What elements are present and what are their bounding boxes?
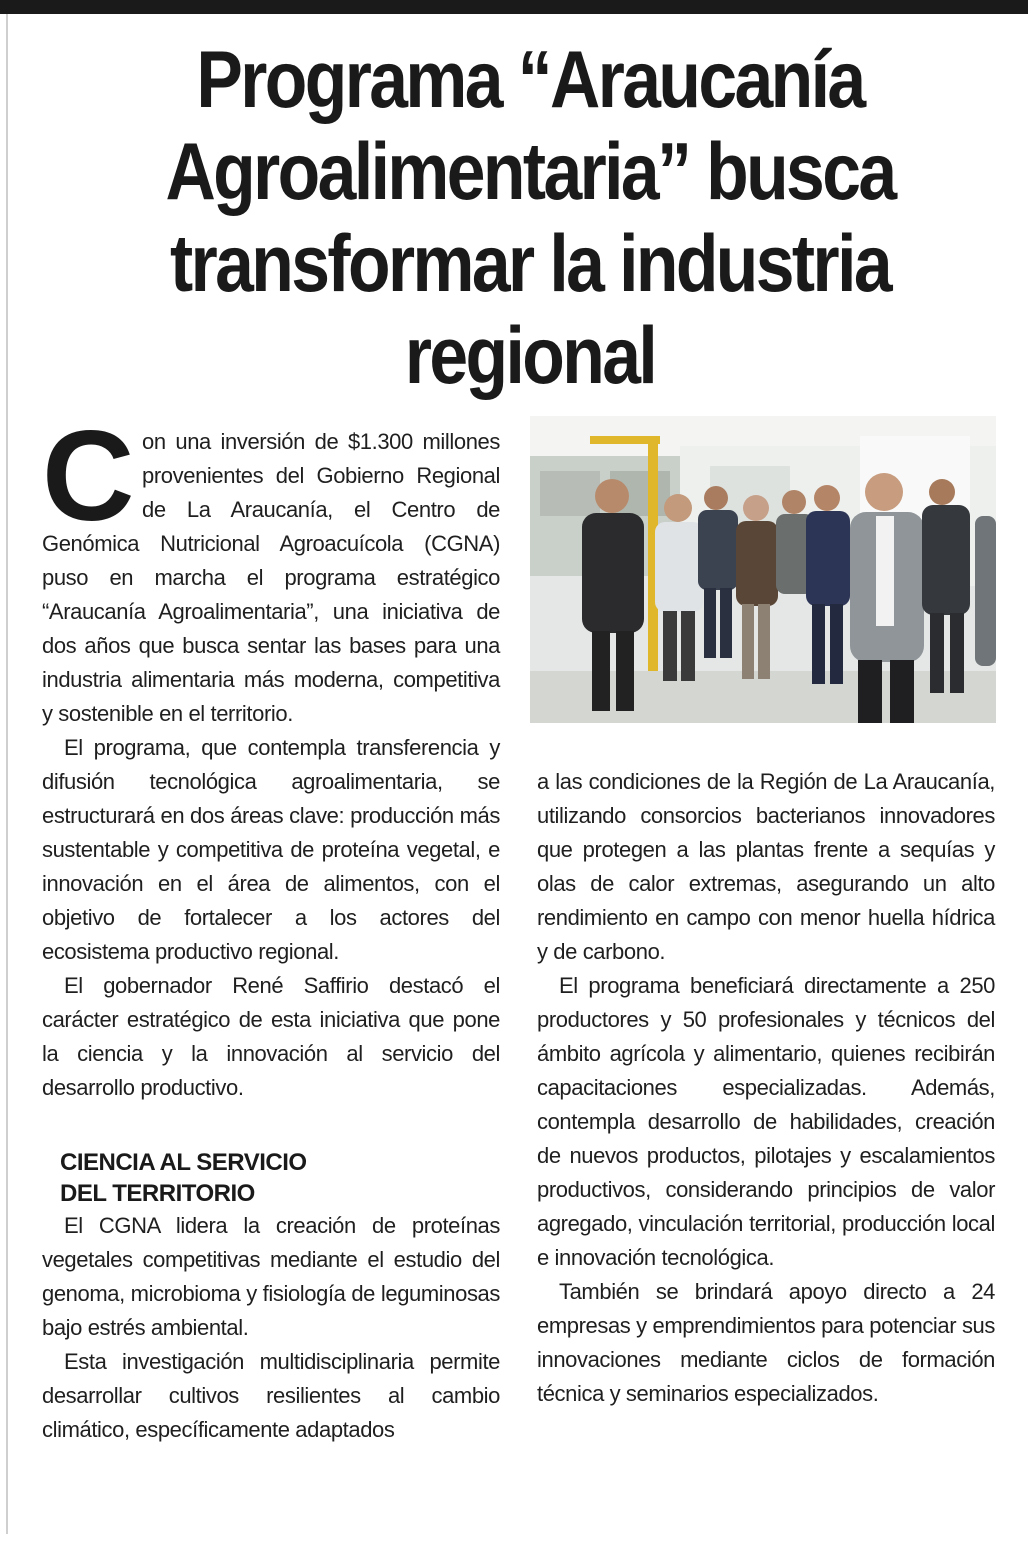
drop-cap: C xyxy=(42,405,135,548)
intro-text: on una inversión de $1.300 millones provenientes del Gobierno Regional de La Araucanía, el Centro de Genómica Nutricional Agroacuícola (CGNA) puso en marcha el programa estratégico “Araucanía Agroalimentaria”, una iniciativa de dos años que busca sentar las bases para una industria alimentaria más moderna, competitiva y sostenible en el territorio. xyxy=(42,429,500,726)
paragraph-beneficiaries: El programa beneficiará directamente a 250 productores y 50 profesionales y técnicos del ámbito agrícola y alimentario, quienes recibirán capacitaciones especializadas. Además, contempla desarrollo de habilidades, creación de nuevos productos, pilotajes y escalamientos productivos, considerando principios de valor agregado, vinculación territorial, producción local e innovación tecnológica. xyxy=(537,973,995,1270)
subheading-line-1: CIENCIA AL SERVICIO xyxy=(60,1149,307,1176)
left-border-rule xyxy=(6,14,8,1534)
headline xyxy=(100,34,960,402)
left-column xyxy=(42,405,500,1447)
paragraph-cgna: El CGNA lidera la creación de proteínas vegetales competitivas mediante el estudio del genoma, microbioma y fisiología de leguminosas bajo estrés ambiental. xyxy=(42,1213,500,1340)
paragraph-support: También se brindará apoyo directo a 24 empresas y emprendimientos para potenciar sus innovaciones mediante ciclos de formación técnica y seminarios especializados. xyxy=(537,1279,995,1406)
section-subheading xyxy=(42,1147,500,1209)
subheading-line-2: DEL TERRITORIO xyxy=(60,1180,255,1207)
paragraph-research: Esta investigación multidisciplinaria permite desarrollar cultivos resilientes al cambio climático, específicamente adaptados xyxy=(42,1349,500,1442)
headline-line-4: regional xyxy=(404,311,656,401)
headline-line-1: Programa “Araucanía xyxy=(196,35,864,125)
paragraph-program: El programa, que contempla transferencia y difusión tecnológica agroalimentaria, se estructurará en dos áreas clave: producción más sustentable y competitiva de proteína vegetal, e innovación en el área de alimentos, con el objetivo de fortalecer a los actores del ecosistema productivo regional. xyxy=(42,735,500,964)
article-photo xyxy=(530,416,996,723)
photo-illustration xyxy=(530,416,996,723)
paragraph-conditions: a las condiciones de la Región de La Araucanía, utilizando consorcios bacterianos innovadores que protegen a las plantas frente a sequías y olas de calor extremas, asegurando un alto rendimiento en campo con menor huella hídrica y de carbono. xyxy=(537,769,995,964)
right-column xyxy=(537,765,995,1411)
paragraph-intro xyxy=(42,405,500,731)
headline-line-3: transformar la industria xyxy=(169,219,891,309)
paragraph-governor: El gobernador René Saffirio destacó el carácter estratégico de esta iniciativa que pone la ciencia y la innovación al servicio del desarrollo productivo. xyxy=(42,973,500,1100)
headline-line-2: Agroalimentaria” busca xyxy=(165,127,895,217)
top-border-rule xyxy=(0,0,1028,14)
